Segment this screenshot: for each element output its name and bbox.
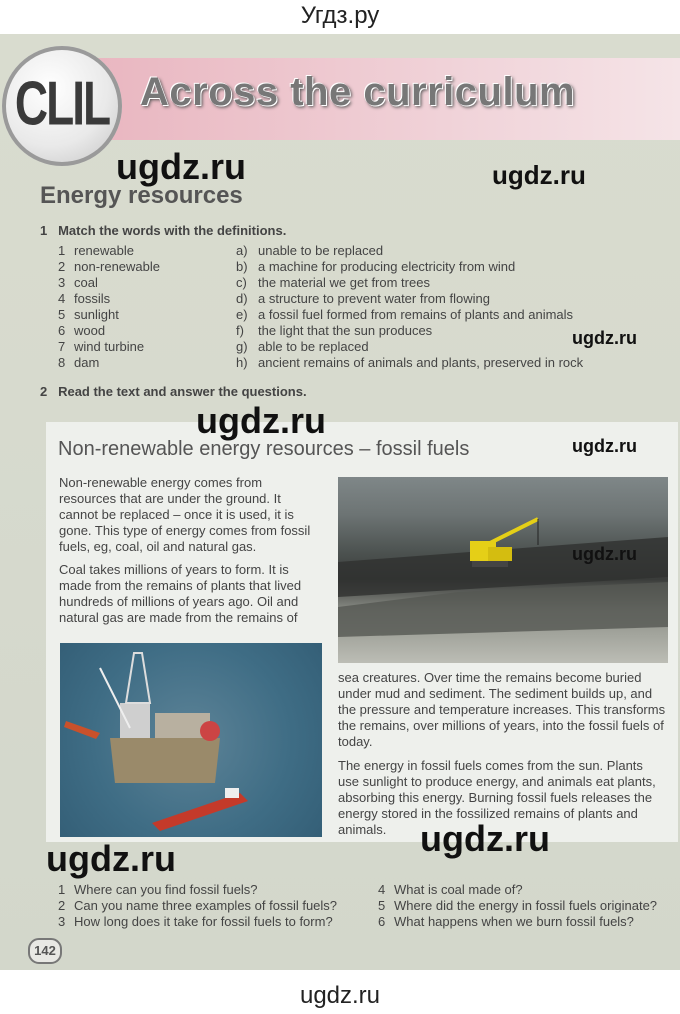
coal-mine-illustration (338, 477, 668, 663)
paragraph-1: Non-renewable energy comes from resources that are under the ground. It cannot be replaced – once it is used, it is gone. This type of energy comes from fossil fuels, eg, coal, oil and natural gas. (59, 475, 311, 554)
list-item: f) the light that the sun produces (236, 323, 433, 338)
list-item: 8 dam (58, 355, 100, 370)
exercise-instruction: Read the text and answer the questions. (58, 384, 307, 399)
list-item: 6 wood (58, 323, 106, 338)
list-item: 1 renewable (58, 243, 134, 258)
list-item: 2 non-renewable (58, 259, 161, 274)
question-item: 2 Can you name three examples of fossil fuels? (58, 898, 338, 913)
section-title: Energy resources (40, 182, 243, 209)
watermark: ugdz.ru (116, 146, 246, 187)
list-item: e) a fossil fuel formed from remains of plants and animals (236, 307, 574, 322)
list-item: 3 coal (58, 275, 98, 290)
list-item: 5 sunlight (58, 307, 119, 322)
question-item: 5 Where did the energy in fossil fuels originate? (378, 898, 658, 913)
exercise-instruction: Match the words with the definitions. (58, 223, 287, 238)
site-header-label: Угдз.ру (300, 2, 380, 29)
page-number: 142 (28, 938, 62, 964)
watermark: ugdz.ru (572, 436, 637, 456)
question-item: 6 What happens when we burn fossil fuels? (378, 914, 634, 929)
exercise-number: 2 (40, 384, 48, 399)
exercise-number: 1 (40, 223, 48, 238)
questions-right (378, 882, 657, 930)
question-item: 1 Where can you find fossil fuels? (58, 882, 258, 897)
paragraph-2: Coal takes millions of years to form. It is made from the remains of plants that lived hundreds of millions of years ago. Oil and natural gas are made from the remains of (59, 562, 302, 625)
watermark: ugdz.ru (420, 818, 550, 859)
paragraph-3: sea creatures. Over time the remains become buried under mud and sediment. The sediment builds up, and the pressure and temperature increases. This transforms the remains, over millions of years, into the fossil fuels of today. (338, 670, 666, 749)
coal-mine-photo (338, 477, 668, 663)
list-item: b) a machine for producing electricity from wind (236, 259, 516, 274)
definition-list (236, 243, 583, 371)
watermark: ugdz.ru (46, 838, 176, 879)
watermark: ugdz.ru (572, 544, 637, 564)
list-item: 4 fossils (58, 291, 111, 306)
questions-left (58, 882, 337, 930)
oil-rig-photo (60, 643, 322, 837)
watermark: ugdz.ru (572, 328, 637, 348)
word-list (58, 243, 160, 371)
list-item: d) a structure to prevent water from flowing (236, 291, 490, 306)
reading-title: Non-renewable energy resources – fossil fuels (58, 438, 470, 460)
oil-rig-illustration (60, 643, 322, 837)
paragraph-4: The energy in fossil fuels comes from the sun. Plants use sunlight to produce energy, and animals eat plants, absorbing this energy. Burning fossil fuels releases the energy stored in the fossilized remains of plants and animals. (338, 758, 656, 837)
clil-badge-label: CLIL (14, 67, 110, 139)
list-item: 7 wind turbine (58, 339, 145, 354)
question-item: 4 What is coal made of? (378, 882, 523, 897)
question-item: 3 How long does it take for fossil fuels to form? (58, 914, 333, 929)
watermark: ugdz.ru (196, 400, 326, 441)
exercise-1-heading (40, 223, 286, 238)
watermark: ugdz.ru (492, 160, 586, 190)
list-item: h) ancient remains of animals and plants, preserved in rock (236, 355, 584, 370)
exercise-2-heading (40, 384, 307, 399)
page-title: Across the curriculum (140, 70, 576, 114)
list-item: a) unable to be replaced (236, 243, 384, 258)
site-footer-label: ugdz.ru (299, 982, 381, 1009)
list-item: c) the material we get from trees (236, 275, 430, 290)
list-item: g) able to be replaced (236, 339, 369, 354)
